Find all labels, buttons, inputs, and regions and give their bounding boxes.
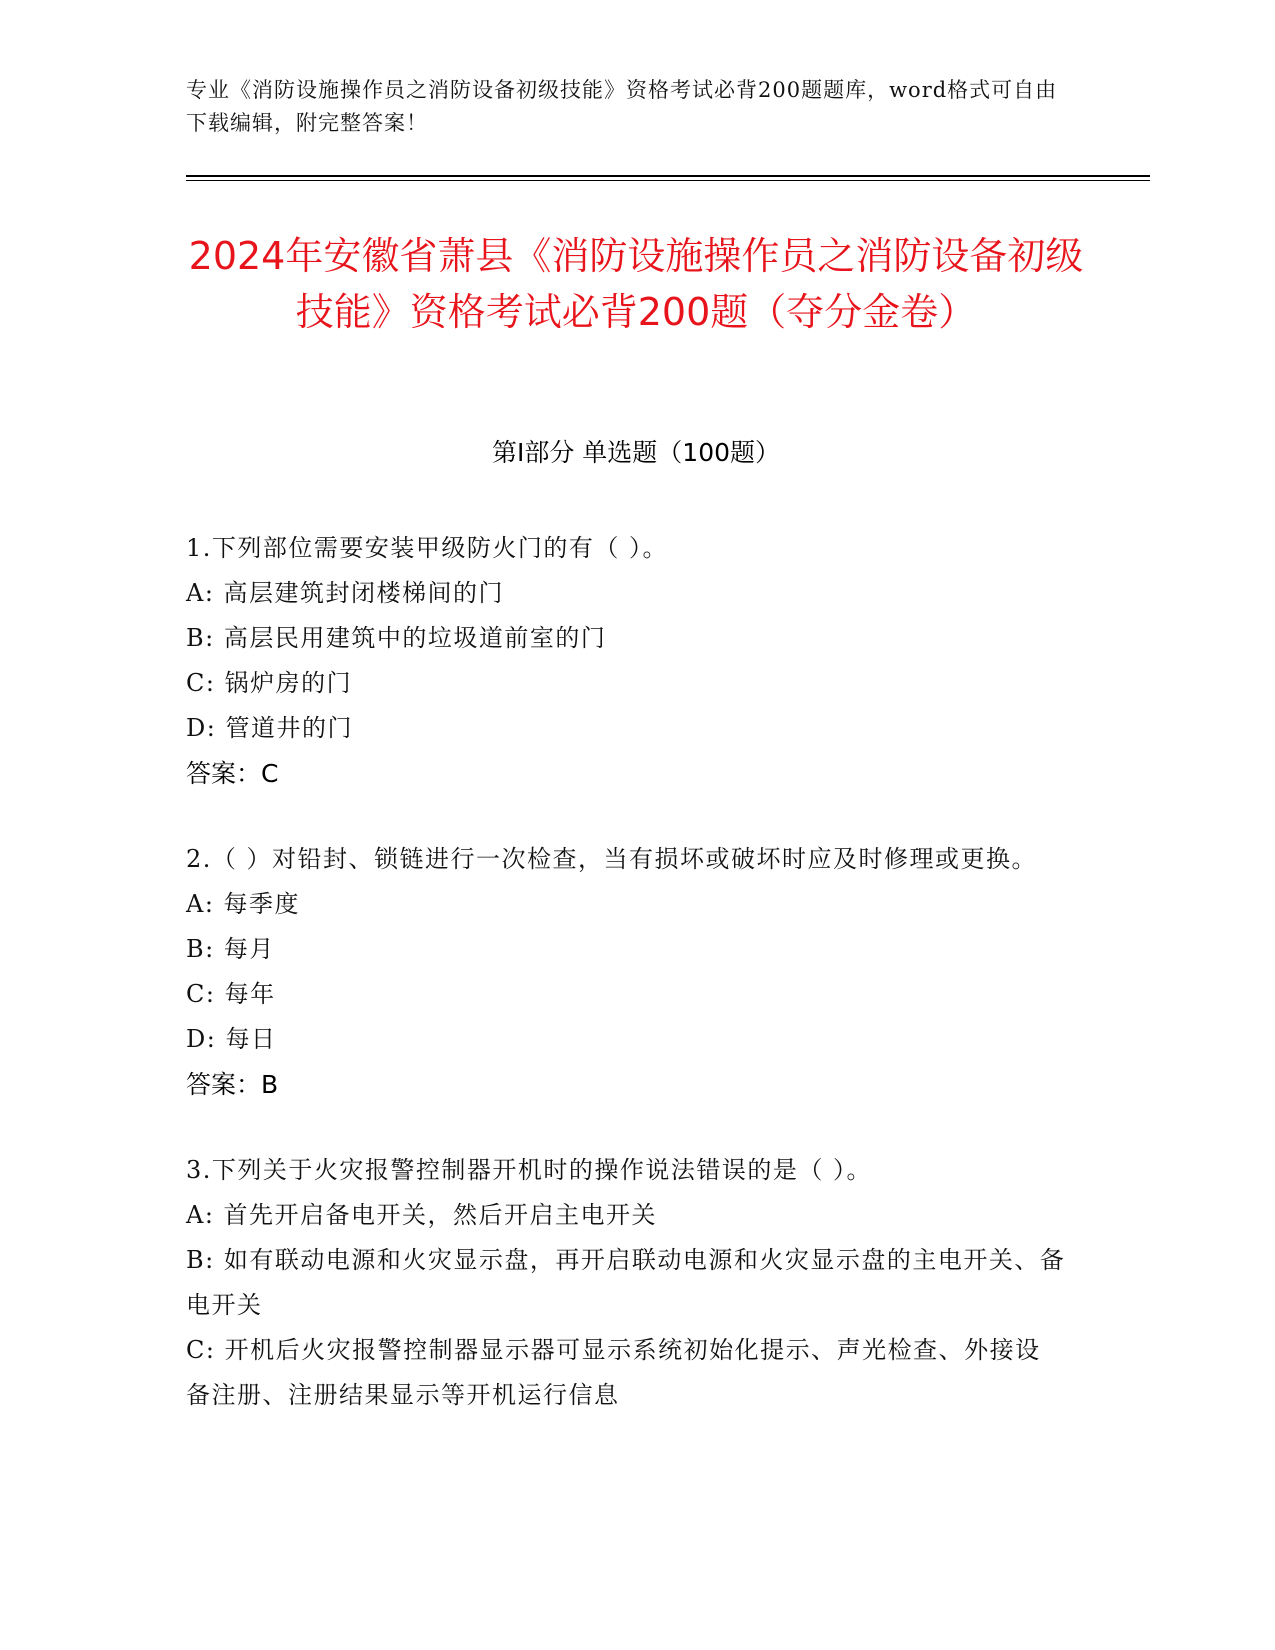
answer: 答案：C (186, 759, 279, 788)
option-b: B: 如有联动电源和火灾显示盘，再开启联动电源和火灾显示盘的主电开关、备电开关 (186, 1246, 1066, 1319)
question-stem: 2.（ ）对铅封、锁链进行一次检查，当有损坏或破坏时应及时修理或更换。 (186, 845, 1038, 873)
option-d: D: 管道井的门 (186, 714, 353, 742)
header-note: 专业《消防设施操作员之消防设备初级技能》资格考试必背200题题库，word格式可自由下载编辑，附完整答案！ (186, 78, 1058, 135)
question-stem: 3.下列关于火灾报警控制器开机时的操作说法错误的是（ ）。 (186, 1156, 873, 1184)
header-rule-thin (186, 180, 1150, 181)
option-b: B: 每月 (186, 935, 275, 963)
option-b: B: 高层民用建筑中的垃圾道前室的门 (186, 624, 607, 652)
option-d: D: 每日 (186, 1025, 277, 1053)
option-a: A: 高层建筑封闭楼梯间的门 (186, 579, 505, 607)
question-item (186, 837, 1066, 1107)
question-list (186, 526, 1066, 1459)
option-c: C: 每年 (186, 980, 276, 1008)
section-title: 第I部分 单选题（100题） (491, 438, 781, 467)
option-a: A: 每季度 (186, 890, 301, 918)
option-a: A: 首先开启备电开关，然后开启主电开关 (186, 1201, 658, 1229)
option-c: C: 开机后火灾报警控制器显示器可显示系统初始化提示、声光检查、外接设备注册、注册结果显示等开机运行信息 (186, 1336, 1041, 1409)
question-item (186, 526, 1066, 796)
question-stem: 1.下列部位需要安装甲级防火门的有（ ）。 (186, 534, 669, 562)
header-rule-thick (186, 175, 1150, 177)
answer: 答案：B (186, 1070, 279, 1099)
question-item (186, 1148, 1066, 1418)
option-c: C: 锅炉房的门 (186, 669, 353, 697)
document-title: 2024年安徽省萧县《消防设施操作员之消防设备初级技能》资格考试必背200题（夺分金卷） (188, 234, 1084, 334)
